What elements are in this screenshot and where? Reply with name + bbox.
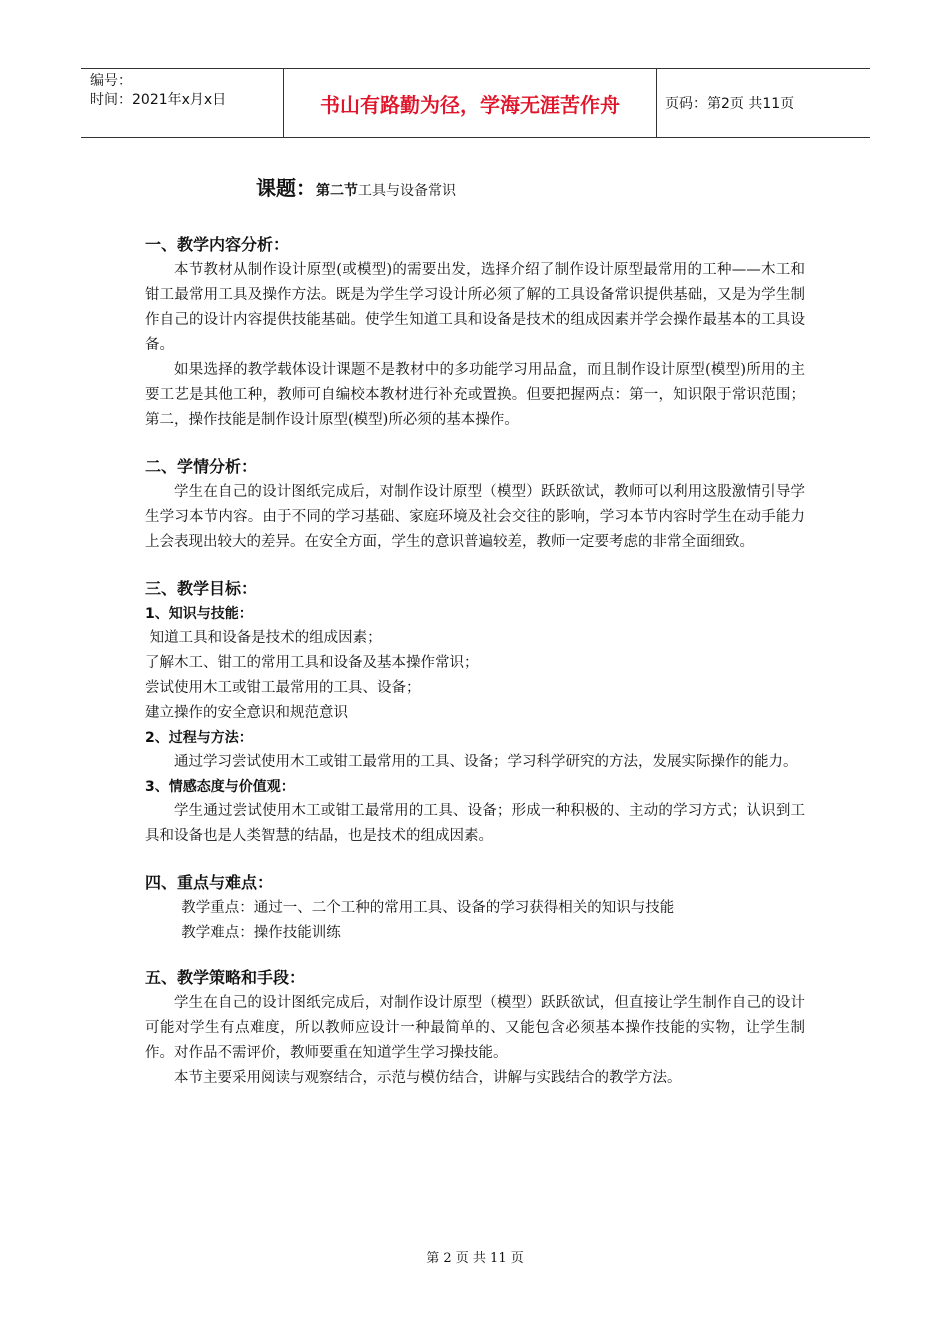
section-heading-learner-analysis: 二、学情分析： (145, 457, 258, 476)
document-body (145, 232, 805, 1091)
section-heading-key-difficult-points: 四、重点与难点： (145, 873, 274, 892)
paragraph: 如果选择的教学载体设计课题不是教材中的多功能学习用品盒，而且制作设计原型(模型)所用的主要工艺是其他工种，教师可自编校本教材进行补充或置换。但要把握两点：第一，知识限于常识范围；第二，操作技能是制作设计原型(模型)所必须的基本操作。 (145, 362, 805, 428)
title-topic: 工具与设备常识 (358, 183, 456, 199)
paragraph: 通过学习尝试使用木工或钳工最常用的工具、设备；学习科学研究的方法，发展实际操作的能力。 (174, 754, 798, 770)
objective-item: 知道工具和设备是技术的组成因素； (145, 630, 382, 646)
header-info-cell (81, 69, 283, 137)
header-motto: 书山有路勤为径，学海无涯苦作舟 (283, 69, 657, 137)
paragraph: 学生通过尝试使用木工或钳工最常用的工具、设备；形成一种积极的、主动的学习方式；认识到工具和设备也是人类智慧的结晶，也是技术的组成因素。 (145, 803, 805, 844)
key-point: 教学重点：通过一、二个工种的常用工具、设备的学习获得相关的知识与技能 (181, 900, 675, 916)
page-footer: 第 2 页 共 11 页 (426, 1251, 524, 1266)
section-heading-strategies: 五、教学策略和手段： (145, 968, 306, 987)
lesson-title (256, 172, 456, 201)
paragraph: 本节主要采用阅读与观察结合，示范与模仿结合，讲解与实践结合的教学方法。 (174, 1070, 682, 1086)
title-prefix: 课题： (256, 176, 316, 200)
section-heading-objectives: 三、教学目标： (145, 579, 258, 598)
objective-item: 尝试使用木工或钳工最常用的工具、设备； (145, 680, 421, 696)
objective-item: 建立操作的安全意识和规范意识 (145, 705, 348, 721)
title-section: 第二节 (316, 183, 358, 199)
header-time: 时间：2021年x月x日 (90, 92, 227, 108)
header-page-number: 页码：第2页 共11页 (665, 96, 795, 112)
subheading-attitudes-values: 3、情感态度与价值观： (145, 779, 295, 795)
difficult-point: 教学难点：操作技能训练 (181, 925, 341, 941)
subheading-process-methods: 2、过程与方法： (145, 730, 253, 746)
document-header (81, 68, 870, 138)
section-heading-content-analysis: 一、教学内容分析： (145, 235, 290, 254)
paragraph: 学生在自己的设计图纸完成后，对制作设计原型（模型）跃跃欲试，但直接让学生制作自己的设计可能对学生有点难度，所以教师应设计一种最简单的、又能包含必须基本操作技能的实物，让学生制作。对作品不需评价，教师要重在知道学生学习操技能。 (145, 995, 805, 1061)
subheading-knowledge-skills: 1、知识与技能： (145, 606, 253, 622)
header-number: 编号： (90, 73, 132, 89)
paragraph: 学生在自己的设计图纸完成后，对制作设计原型（模型）跃跃欲试，教师可以利用这股激情引导学生学习本节内容。由于不同的学习基础、家庭环境及社会交往的影响，学习本节内容时学生在动手能力上会表现出较大的差异。在安全方面，学生的意识普遍较差，教师一定要考虑的非常全面细致。 (145, 484, 805, 550)
paragraph: 本节教材从制作设计原型(或模型)的需要出发，选择介绍了制作设计原型最常用的工种——木工和钳工最常用工具及操作方法。既是为学生学习设计所必须了解的工具设备常识提供基础，又是为学生制作自己的设计内容提供技能基础。使学生知道工具和设备是技术的组成因素并学会操作最基本的工具设备。 (145, 262, 805, 353)
objective-item: 了解木工、钳工的常用工具和设备及基本操作常识； (145, 655, 479, 671)
